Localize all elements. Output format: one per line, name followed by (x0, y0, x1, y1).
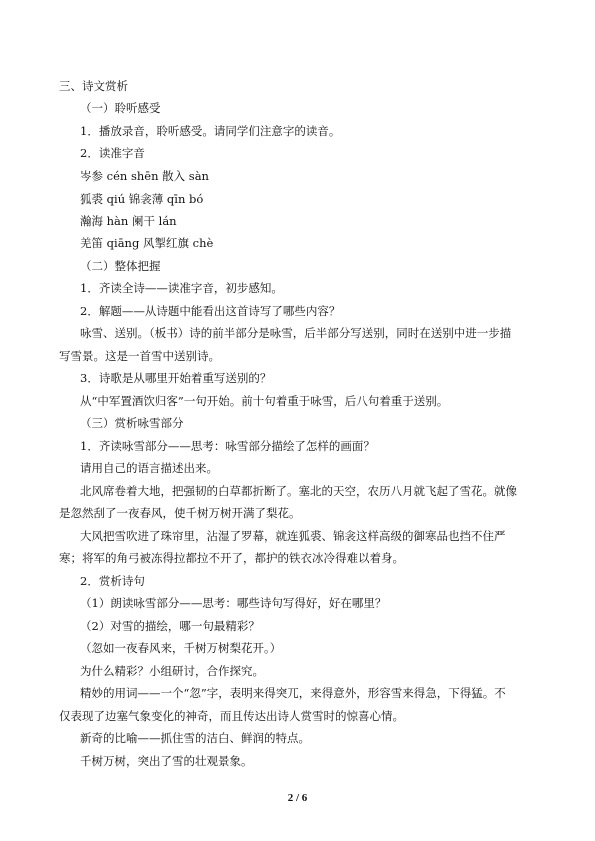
paragraph-line: 为什么精彩？小组研讨，合作探究。 (80, 664, 264, 678)
pinyin-line: 岑参 cén shēn 散入 sàn (80, 169, 209, 183)
pinyin-line: 羌笛 qiāng 风掣红旗 chè (80, 236, 214, 250)
paragraph-line: 2．读准字音 (80, 146, 145, 160)
paragraph-line: 请用自己的语言描述出来。 (80, 461, 218, 475)
pinyin-line: 瀚海 hàn 阑干 lán (80, 214, 177, 228)
subsection-heading: （三）赏析咏雪部分 (80, 416, 184, 430)
paragraph-line: 咏雪、送别。（板书）诗的前半部分是咏雪，后半部分写送别，同时在送别中进一步描 (80, 326, 512, 340)
paragraph-line: 新奇的比喻——抓住雪的洁白、鲜润的特点。 (80, 731, 310, 745)
paragraph-line: 精妙的用词——一个“忽”字，表明来得突兀，来得意外，形容雪来得急，下得猛。不 (80, 686, 506, 700)
paragraph-line: 1．播放录音，聆听感受。请同学们注意字的读音。 (80, 124, 341, 138)
subsection-heading: （二）整体把握 (80, 259, 161, 273)
paragraph-line: 2．赏析诗句 (80, 574, 145, 588)
pinyin-line: 狐裘 qiú 锦衾薄 qīn bó (80, 192, 204, 206)
paragraph-line: 2．解题——从诗题中能看出这首诗写了哪些内容？ (80, 304, 341, 318)
paragraph-line: 仅表现了边塞气象变化的神奇，而且传达出诗人赏雪时的惊喜心情。 (59, 709, 404, 723)
paragraph-line: 北风席卷着大地，把强韧的白草都折断了。塞北的天空，农历八月就飞起了雪花。就像 (80, 484, 517, 498)
section-heading: 三、诗文赏析 (59, 79, 128, 93)
paragraph-line: 1．齐读咏雪部分——思考：咏雪部分描绘了怎样的画面？ (80, 439, 375, 453)
paragraph-line: 寒；将军的角弓被冻得拉都拉不开了，都护的铁衣冰冷得难以着身。 (59, 551, 404, 565)
paragraph-line: 大风把雪吹进了珠帘里，沾湿了罗幕，就连狐裘、锦衾这样高级的御寒品也挡不住严 (80, 529, 506, 543)
page-number: 2 / 6 (287, 792, 308, 804)
subsection-heading: （一）聆听感受 (80, 101, 161, 115)
paragraph-line: 写雪景。这是一首雪中送别诗。 (59, 349, 220, 363)
paragraph-line: 1．齐读全诗——读准字音，初步感知。 (80, 281, 283, 295)
paragraph-line: 千树万树，突出了雪的壮观景象。 (80, 754, 253, 768)
paragraph-line: （忽如一夜春风来，千树万树梨花开。） (80, 641, 282, 655)
paragraph-line: （1）朗读咏雪部分——思考：哪些诗句写得好，好在哪里？ (80, 596, 387, 610)
paragraph-line: 3．诗歌是从哪里开始着重写送别的？ (80, 371, 272, 385)
paragraph-line: 从“中军置酒饮归客”一句开始。前十句着重于咏雪，后八句着重于送别。 (80, 394, 449, 408)
paragraph-line: （2）对雪的描绘，哪一句最精彩？ (80, 619, 260, 633)
paragraph-line: 是忽然刮了一夜春风，使千树万树开满了梨花。 (59, 506, 301, 520)
